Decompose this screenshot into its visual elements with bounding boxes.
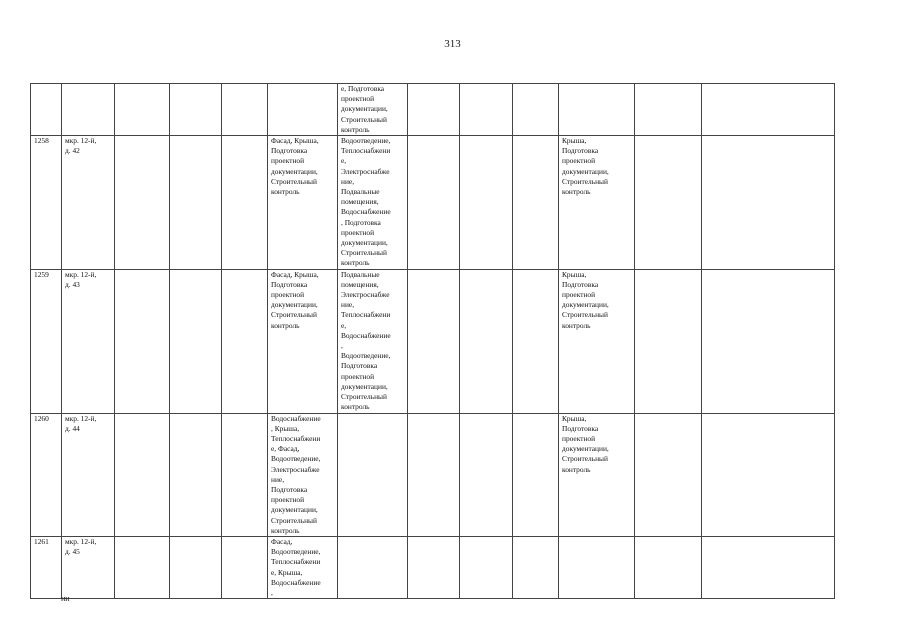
cell-text: Фасад, Водоотведение, Теплоснабжени е, Крыша, Водоснабжение ,: [271, 536, 321, 597]
table-cell-address: [62, 269, 115, 413]
table-cell-col-10: [513, 536, 559, 598]
table-cell-col-10: [513, 269, 559, 413]
table-cell-col-12: [635, 136, 702, 270]
table-cell-col-5: [222, 536, 268, 598]
cell-text: 1258: [34, 136, 49, 146]
table-cell-works-list-a: [268, 413, 338, 536]
table-cell-works-list-c: [559, 136, 635, 270]
table-cell-col-9: [460, 536, 513, 598]
cell-text: Крыша, Подготовка проектной документации, Строительный контроль: [562, 413, 609, 474]
page-number: 313: [444, 38, 461, 50]
cell-text: мкр. 12-й, д. 43: [65, 269, 97, 289]
table-cell-col-4: [170, 413, 222, 536]
cell-text: мкр. 12-й, д. 44: [65, 413, 97, 433]
cell-text: Водоотведение, Теплоснабжени е, Электроснабже ние, Подвальные помещения, Водоснабжение , Подготовка проектной документации, Строительный контроль: [341, 136, 391, 268]
table-cell-works-list-a: [268, 269, 338, 413]
table-cell-col-4: [170, 269, 222, 413]
table-cell-address: [62, 413, 115, 536]
table-cell-col-4: [170, 84, 222, 136]
table-cell-works-list-b: [338, 413, 408, 536]
table-cell-col-4: [170, 536, 222, 598]
table-cell-col-12: [635, 536, 702, 598]
cell-text: 1260: [34, 413, 49, 423]
table-cell-works-list-a: [268, 536, 338, 598]
table-cell-col-3: [115, 136, 170, 270]
table-cell-works-list-c: [559, 413, 635, 536]
table-cell-col-5: [222, 269, 268, 413]
table-cell-works-list-b: [338, 536, 408, 598]
table-cell-col-9: [460, 136, 513, 270]
table-cell-col-12: [635, 84, 702, 136]
table-row: [31, 136, 835, 270]
cell-text: 1259: [34, 269, 49, 279]
table-row: [31, 84, 835, 136]
table-cell-row-number: [31, 84, 62, 136]
table-cell-works-list-b: [338, 269, 408, 413]
table-cell-col-13: [702, 269, 835, 413]
table-cell-col-8: [408, 269, 460, 413]
table-cell-col-8: [408, 84, 460, 136]
table-cell-col-3: [115, 84, 170, 136]
table-cell-col-13: [702, 136, 835, 270]
table-cell-col-9: [460, 84, 513, 136]
table-cell-col-5: [222, 136, 268, 270]
table-cell-row-number: [31, 136, 62, 270]
table-cell-col-8: [408, 536, 460, 598]
table-cell-col-3: [115, 269, 170, 413]
table-cell-works-list-c: [559, 269, 635, 413]
cell-text: Водоснабжение , Крыша, Теплоснабжени е, Фасад, Водоотведение, Электроснабже ние, Подготовка проектной документации, Строительный контроль: [271, 413, 321, 535]
cell-text: мкр. 12-й, д. 42: [65, 136, 97, 156]
cell-text: е, Подготовка проектной документации, Строительный контроль: [341, 84, 388, 134]
cell-text: Фасад, Крыша, Подготовка проектной документации, Строительный контроль: [271, 136, 319, 197]
table-cell-row-number: [31, 413, 62, 536]
table-cell-col-10: [513, 136, 559, 270]
table-cell-col-8: [408, 413, 460, 536]
table-row: [31, 413, 835, 536]
table-cell-col-10: [513, 413, 559, 536]
footer-text: ни: [61, 594, 70, 603]
table-cell-works-list-a: [268, 84, 338, 136]
table-cell-address: [62, 536, 115, 598]
table-cell-works-list-c: [559, 536, 635, 598]
table-cell-col-8: [408, 136, 460, 270]
table-cell-row-number: [31, 269, 62, 413]
table-cell-address: [62, 84, 115, 136]
table-cell-col-5: [222, 413, 268, 536]
works-table: [30, 83, 835, 599]
cell-text: Подвальные помещения, Электроснабже ние, Теплоснабжени е, Водоснабжение , Водоотведение, Подготовка проектной документации, Строительный контроль: [341, 269, 391, 412]
table-cell-col-9: [460, 269, 513, 413]
cell-text: Фасад, Крыша, Подготовка проектной документации, Строительный контроль: [271, 269, 319, 330]
cell-text: 1261: [34, 536, 49, 546]
table-cell-col-3: [115, 536, 170, 598]
table-cell-col-12: [635, 269, 702, 413]
table-cell-works-list-b: [338, 136, 408, 270]
table-cell-works-list-c: [559, 84, 635, 136]
table-cell-works-list-b: [338, 84, 408, 136]
cell-text: мкр. 12-й, д. 45: [65, 536, 97, 557]
cell-text: Крыша, Подготовка проектной документации, Строительный контроль: [562, 136, 609, 197]
table-row: [31, 536, 835, 598]
table-cell-col-10: [513, 84, 559, 136]
table-cell-works-list-a: [268, 136, 338, 270]
table-cell-col-13: [702, 536, 835, 598]
table-cell-row-number: [31, 536, 62, 598]
table-row: [31, 269, 835, 413]
table-cell-col-12: [635, 413, 702, 536]
table-cell-col-13: [702, 413, 835, 536]
table-cell-col-4: [170, 136, 222, 270]
table-cell-address: [62, 136, 115, 270]
table-cell-col-9: [460, 413, 513, 536]
table-cell-col-3: [115, 413, 170, 536]
table-cell-col-5: [222, 84, 268, 136]
cell-text: Крыша, Подготовка проектной документации, Строительный контроль: [562, 269, 609, 330]
table-cell-col-13: [702, 84, 835, 136]
